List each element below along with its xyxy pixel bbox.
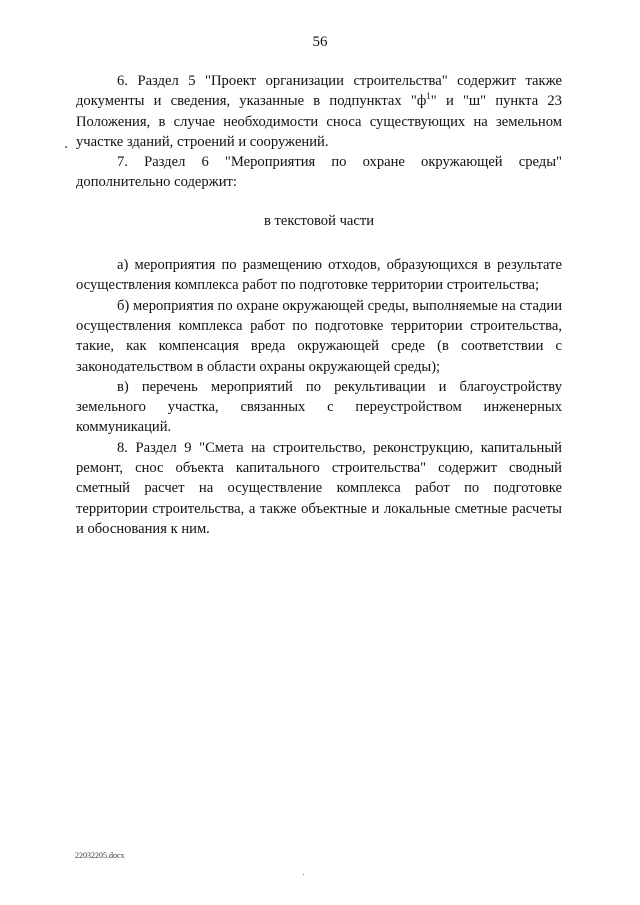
paragraph-7: 7. Раздел 6 "Мероприятия по охране окружающей среды" дополнительно содержит:	[76, 154, 562, 191]
page-number: 56	[312, 34, 328, 50]
footer-document-code: 22032205.docx	[75, 851, 125, 860]
paragraph-6-text-end: " и "ш" пункта 23 Положения, в случае необходимости сноса существующих на земельном участке зданий, строений и сооружений.	[76, 93, 562, 150]
paragraph-8: 8. Раздел 9 "Смета на строительство, реконструкцию, капитальный ремонт, снос объекта капитального строительства" содержит сводный сметный расчет на осуществление комплекса работ по подготовке территории строительства, а также объектные и локальные сметные расчеты и обоснования к ним.	[76, 439, 562, 537]
list-item-a: а) мероприятия по размещению отходов, образующихся в результате осуществления комплекса работ по подготовке территории строительства;	[76, 257, 562, 294]
document-body	[76, 71, 562, 539]
paragraph-6-text-start: 6. Раздел 5 "Проект организации строительства" содержит также документы и сведения, указанные в подпунктах "ф	[76, 73, 562, 110]
bottom-speck	[303, 874, 304, 875]
list-item-v: в) перечень мероприятий по рекультивации и благоустройству земельного участка, связанных с переустройством инженерных коммуникаций.	[76, 378, 562, 436]
paragraph-6-superscript: 1	[426, 91, 431, 102]
list-item-b: б) мероприятия по охране окружающей среды, выполняемые на стадии осуществления комплекса работ по подготовке территории строительства, такие, как компенсация вреда окружающей среде (в соответствии с законодательством в области охраны окружающей среды);	[76, 297, 562, 375]
section-heading: в текстовой части	[263, 212, 375, 229]
paragraph-6	[76, 71, 562, 152]
margin-speck	[65, 146, 67, 148]
